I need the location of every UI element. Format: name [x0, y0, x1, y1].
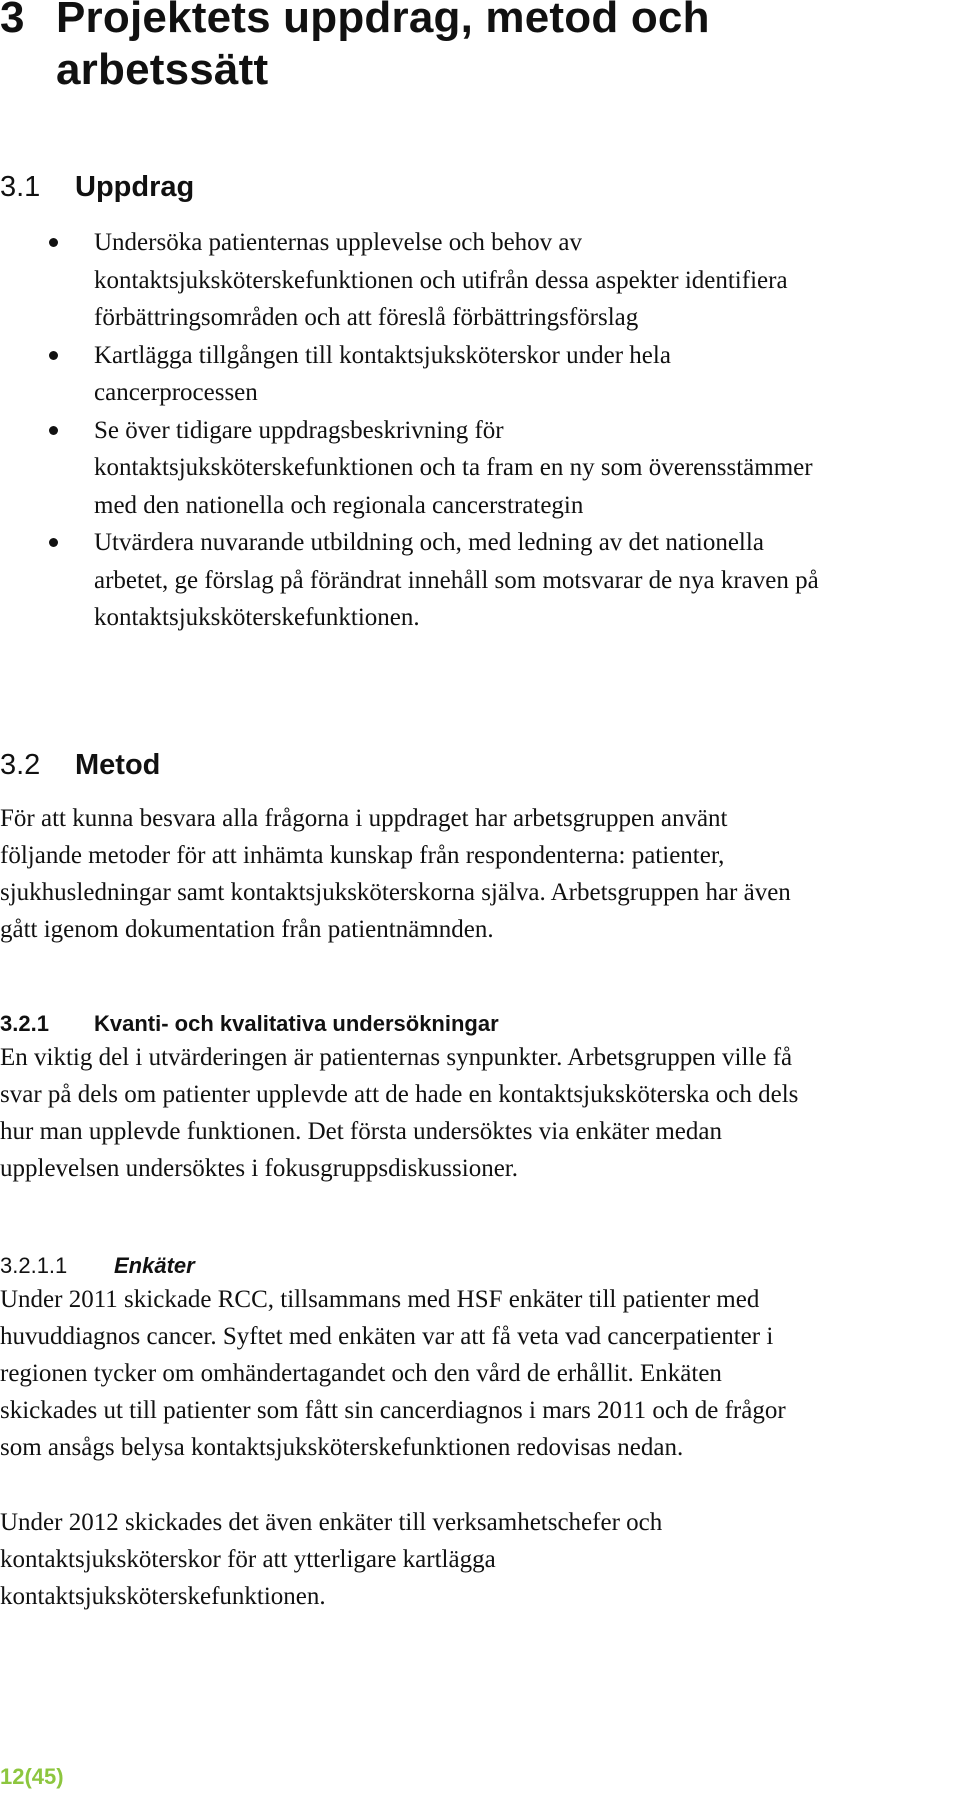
subsubsection-heading-enkater: [0, 1253, 195, 1279]
bullet-line: cancerprocessen: [94, 379, 258, 406]
bullet-item: [0, 337, 960, 412]
page-number-total: (45): [24, 1764, 64, 1789]
bullet-dot-icon: [49, 238, 58, 247]
bullet-item: [0, 524, 960, 637]
bullet-line: med den nationella och regionala cancerstrategin: [94, 491, 584, 519]
paragraph-line: svar på dels om patienter upplevde att de hade en kontaktsjuksköterska och dels: [0, 1081, 799, 1108]
bullet-line: Kartlägga tillgången till kontaktsjuksköterskor under hela: [94, 341, 671, 369]
kvanti-paragraph: [0, 1039, 960, 1187]
section-title: Uppdrag: [75, 171, 195, 203]
subsection-heading-kvanti: [0, 1011, 499, 1037]
bullet-line: kontaktsjuksköterskefunktionen och ta fram en ny som överensstämmer: [94, 454, 813, 481]
enkater-paragraph-2: [0, 1504, 960, 1615]
bullet-item: [0, 224, 960, 337]
bullet-line: kontaktsjuksköterskefunktionen och utifrån dessa aspekter identifiera: [94, 266, 788, 294]
paragraph-line: En viktig del i utvärderingen är patienternas synpunkter. Arbetsgruppen ville få: [0, 1044, 793, 1071]
page-number-current: 12: [0, 1764, 25, 1789]
paragraph-line: skickades ut till patienter som fått sin cancerdiagnos i mars 2011 och de frågor: [0, 1397, 786, 1424]
section-number: 3.1: [0, 171, 41, 203]
bullet-line: kontaktsjuksköterskefunktionen.: [94, 604, 420, 631]
paragraph-line: Under 2012 skickades det även enkäter till verksamhetschefer och: [0, 1509, 663, 1536]
paragraph-line: hur man upplevde funktionen. Det första undersöktes via enkäter medan: [0, 1118, 722, 1145]
paragraph-line: följande metoder för att inhämta kunskap från respondenterna: patienter,: [0, 842, 725, 869]
paragraph-line: upplevelsen undersöktes i fokusgruppsdiskussioner.: [0, 1155, 519, 1182]
uppdrag-bullet-list: [0, 224, 960, 637]
section-heading-metod: [0, 748, 160, 782]
page-number: [0, 1764, 64, 1790]
bullet-item: [0, 412, 960, 525]
bullet-dot-icon: [49, 538, 58, 547]
chapter-heading-line1: [0, 0, 710, 44]
paragraph-line: gått igenom dokumentation från patientnämnden.: [0, 916, 494, 943]
section-title: Metod: [75, 749, 161, 781]
chapter-title-line2: arbetssätt: [56, 45, 269, 94]
paragraph-line: Under 2011 skickade RCC, tillsammans med HSF enkäter till patienter med: [0, 1286, 760, 1313]
bullet-line: arbetet, ge förslag på förändrat innehåll som motsvarar de nya kraven på: [94, 566, 819, 594]
enkater-paragraph-1: [0, 1281, 960, 1466]
subsection-title: Kvanti- och kvalitativa undersökningar: [94, 1011, 499, 1036]
bullet-dot-icon: [49, 426, 58, 435]
subsubsection-number: 3.2.1.1: [0, 1253, 68, 1278]
section-number: 3.2: [0, 749, 41, 781]
metod-paragraph: [0, 800, 960, 948]
bullet-line: Utvärdera nuvarande utbildning och, med ledning av det nationella: [94, 529, 764, 556]
paragraph-line: kontaktsjuksköterskefunktionen.: [0, 1583, 326, 1610]
subsection-number: 3.2.1: [0, 1011, 49, 1036]
bullet-dot-icon: [49, 351, 58, 360]
subsubsection-title: Enkäter: [114, 1253, 195, 1278]
paragraph-line: regionen tycker om omhändertagandet och den vård de erhållit. Enkäten: [0, 1360, 722, 1387]
chapter-title-line1: Projektets uppdrag, metod och: [56, 0, 710, 42]
paragraph-line: För att kunna besvara alla frågorna i uppdraget har arbetsgruppen använt: [0, 805, 728, 832]
paragraph-line: sjukhusledningar samt kontaktsjuksköterskorna själva. Arbetsgruppen har även: [0, 879, 791, 906]
chapter-number: 3: [0, 0, 25, 42]
paragraph-line: som ansågs belysa kontaktsjuksköterskefunktionen redovisas nedan.: [0, 1434, 684, 1461]
paragraph-line: huvuddiagnos cancer. Syftet med enkäten var att få veta vad cancerpatienter i: [0, 1323, 774, 1350]
bullet-line: Undersöka patienternas upplevelse och behov av: [94, 229, 583, 256]
chapter-heading: [0, 0, 710, 96]
paragraph-line: kontaktsjuksköterskor för att ytterligare kartlägga: [0, 1546, 496, 1573]
bullet-line: förbättringsområden och att föreslå förbättringsförslag: [94, 304, 639, 331]
bullet-line: Se över tidigare uppdragsbeskrivning för: [94, 416, 504, 444]
section-heading-uppdrag: [0, 170, 194, 204]
